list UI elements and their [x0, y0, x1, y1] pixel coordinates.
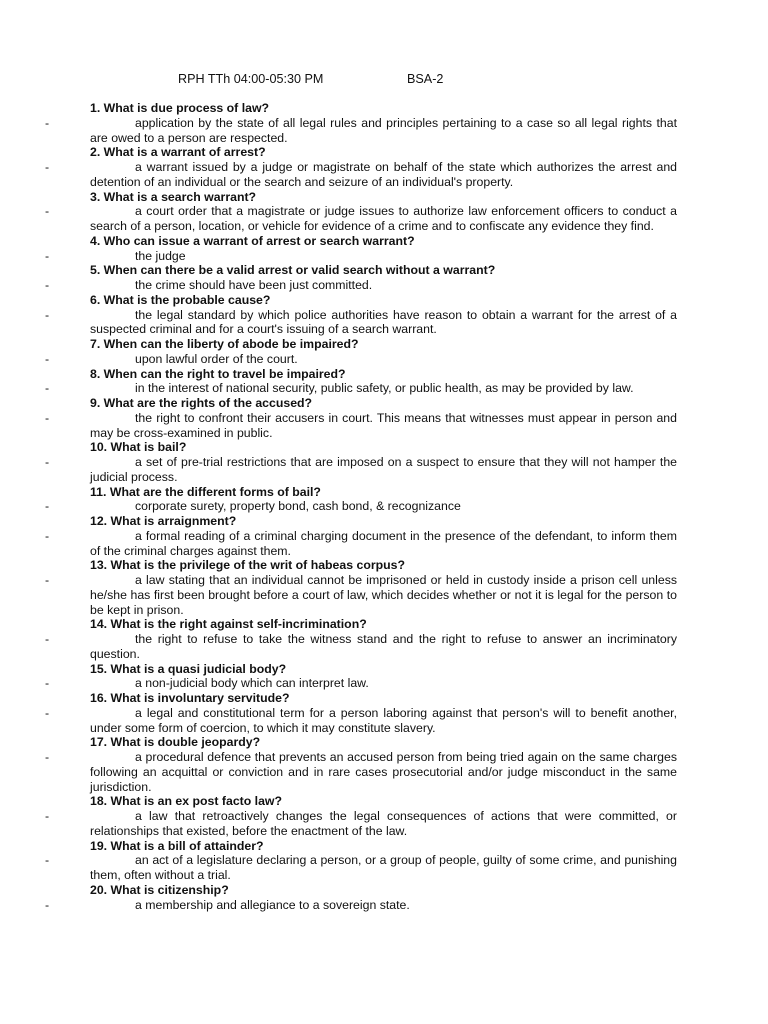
bullet-dash: - [45, 853, 50, 868]
question-heading: 6. What is the probable cause? [90, 292, 271, 307]
question-heading: 15. What is a quasi judicial body? [90, 661, 287, 676]
question-heading: 8. When can the right to travel be impaired? [90, 366, 346, 381]
bullet-dash: - [45, 455, 50, 469]
question-heading: 13. What is the privilege of the writ of habeas corpus? [90, 558, 405, 573]
bullet-dash: - [45, 351, 50, 366]
answer-body: a membership and allegiance to a sovereign state. [135, 897, 410, 912]
answer-body: a non-judicial body which can interpret law. [135, 676, 369, 691]
answer-text [45, 455, 677, 485]
question-heading: 1. What is due process of law? [90, 101, 270, 115]
answer-text [45, 410, 677, 441]
qa-item [45, 617, 677, 661]
qa-item [45, 366, 677, 397]
answer-body: the judge [135, 248, 186, 263]
bullet-dash: - [45, 248, 50, 263]
bullet-dash: - [45, 307, 50, 322]
qa-item [45, 484, 677, 515]
answer-body: an act of a legislature declaring a person, or a group of people, guilty of some crime, and punishing them, often without a trial. [90, 853, 677, 882]
qa-item [45, 882, 677, 913]
answer-body: a formal reading of a criminal charging document in the presence of the defendant, to inform them of the criminal charges against them. [90, 528, 677, 558]
answer-body: a warrant issued by a judge or magistrate on behalf of the state which authorizes the arrest and detention of an individual or the search and seizure of an individual's property. [90, 160, 677, 189]
bullet-dash: - [45, 204, 50, 219]
answer-text [45, 632, 677, 662]
answer-text [45, 351, 677, 367]
course-schedule: RPH TTh 04:00-05:30 PM [178, 72, 324, 86]
answer-text [45, 160, 677, 190]
answer-text [45, 573, 677, 617]
question-heading: 17. What is double jeopardy? [90, 735, 261, 750]
bullet-dash: - [45, 809, 50, 823]
qa-item [45, 233, 677, 264]
question-heading: 10. What is bail? [90, 440, 187, 455]
question-heading: 19. What is a bill of attainder? [90, 838, 264, 853]
answer-body: the crime should have been just committed. [135, 278, 373, 292]
answer-body: the legal standard by which police authorities have reason to obtain a warrant for the arrest of a suspected criminal and for a court's issuing of a search warrant. [90, 307, 677, 337]
answer-body: upon lawful order of the court. [135, 351, 298, 366]
bullet-dash: - [45, 381, 50, 396]
answer-body: application by the state of all legal rules and principles pertaining to a case so all legal rights that are owed to a person are respected. [90, 115, 677, 145]
qa-item [45, 794, 677, 838]
bullet-dash: - [45, 750, 50, 764]
bullet-dash: - [45, 410, 50, 425]
qa-item [45, 514, 677, 558]
bullet-dash: - [45, 528, 50, 543]
qa-item [45, 558, 677, 617]
question-heading: 9. What are the rights of the accused? [90, 396, 313, 410]
question-heading: 12. What is arraignment? [90, 514, 237, 528]
answer-text [45, 115, 677, 146]
bullet-dash: - [45, 705, 50, 720]
bullet-dash: - [45, 115, 50, 130]
qa-item [45, 440, 677, 484]
question-heading: 18. What is an ex post facto law? [90, 794, 283, 809]
qa-item [45, 691, 677, 735]
question-heading: 5. When can there be a valid arrest or valid search without a warrant? [90, 263, 496, 278]
answer-body: a set of pre-trial restrictions that are imposed on a suspect to ensure that they will not hamper the judicial process. [90, 455, 677, 484]
qa-item [45, 145, 677, 189]
answer-text [45, 853, 677, 883]
bullet-dash: - [45, 160, 50, 174]
answer-text [45, 676, 677, 691]
section-code: BSA-2 [407, 72, 444, 86]
question-heading: 16. What is involuntary servitude? [90, 691, 290, 705]
qa-item [45, 661, 677, 692]
answer-body: in the interest of national security, public safety, or public health, as may be provided by law. [135, 381, 634, 396]
answer-body: the right to confront their accusers in court. This means that witnesses must appear in person and may be cross-examined in public. [90, 410, 677, 440]
qa-item [45, 735, 677, 794]
bullet-dash: - [45, 676, 50, 691]
bullet-dash: - [45, 278, 50, 292]
answer-text [45, 750, 677, 794]
answer-body: a court order that a magistrate or judge issues to authorize law enforcement officers to conduct a search of a person, location, or vehicle for evidence of a crime and to confiscate any evidence they find. [90, 204, 677, 233]
answer-text [45, 278, 677, 293]
qa-item [45, 292, 677, 337]
bullet-dash: - [45, 632, 50, 646]
bullet-dash: - [45, 573, 50, 587]
question-heading: 20. What is citizenship? [90, 882, 229, 897]
question-heading: 2. What is a warrant of arrest? [90, 145, 266, 160]
answer-text [45, 809, 677, 839]
question-heading: 3. What is a search warrant? [90, 189, 257, 204]
answer-body: corporate surety, property bond, cash bond, & recognizance [135, 499, 461, 514]
qa-item [45, 337, 677, 367]
answer-text [45, 204, 677, 234]
qa-item [45, 263, 677, 293]
answer-text [45, 499, 677, 514]
question-heading: 7. When can the liberty of abode be impaired? [90, 337, 359, 351]
question-heading: 14. What is the right against self-incrimination? [90, 617, 367, 632]
answer-text [45, 705, 677, 736]
bullet-dash: - [45, 897, 50, 912]
answer-body: the right to refuse to take the witness stand and the right to refuse to answer an incriminatory question. [90, 632, 677, 661]
qa-item [45, 101, 677, 145]
bullet-dash: - [45, 499, 50, 514]
question-heading: 11. What are the different forms of bail? [90, 484, 321, 499]
answer-text [45, 381, 677, 396]
answer-body: a law stating that an individual cannot be imprisoned or held in custody inside a prison cell unless he/she has first been brought before a court of law, which decides whether or not it is legal for the person to be kept in prison. [90, 573, 677, 617]
question-heading: 4. Who can issue a warrant of arrest or search warrant? [90, 233, 415, 248]
document-header [178, 71, 478, 87]
answer-body: a procedural defence that prevents an accused person from being tried again on the same charges following an acquittal or conviction and in rare cases prosecutorial and/or judge misconduct in the same jurisdiction. [90, 750, 677, 794]
qa-item [45, 189, 677, 234]
answer-text [45, 248, 677, 264]
answer-body: a law that retroactively changes the legal consequences of actions that were committed, or relationships that existed, before the enactment of the law. [90, 809, 677, 838]
answer-body: a legal and constitutional term for a person laboring against that person's will to benefit another, under some form of coercion, to which it may constitute slavery. [90, 705, 677, 735]
answer-text [45, 897, 677, 913]
qa-item [45, 396, 677, 440]
qa-list [45, 101, 677, 912]
answer-text [45, 528, 677, 559]
answer-text [45, 307, 677, 338]
qa-item [45, 838, 677, 883]
